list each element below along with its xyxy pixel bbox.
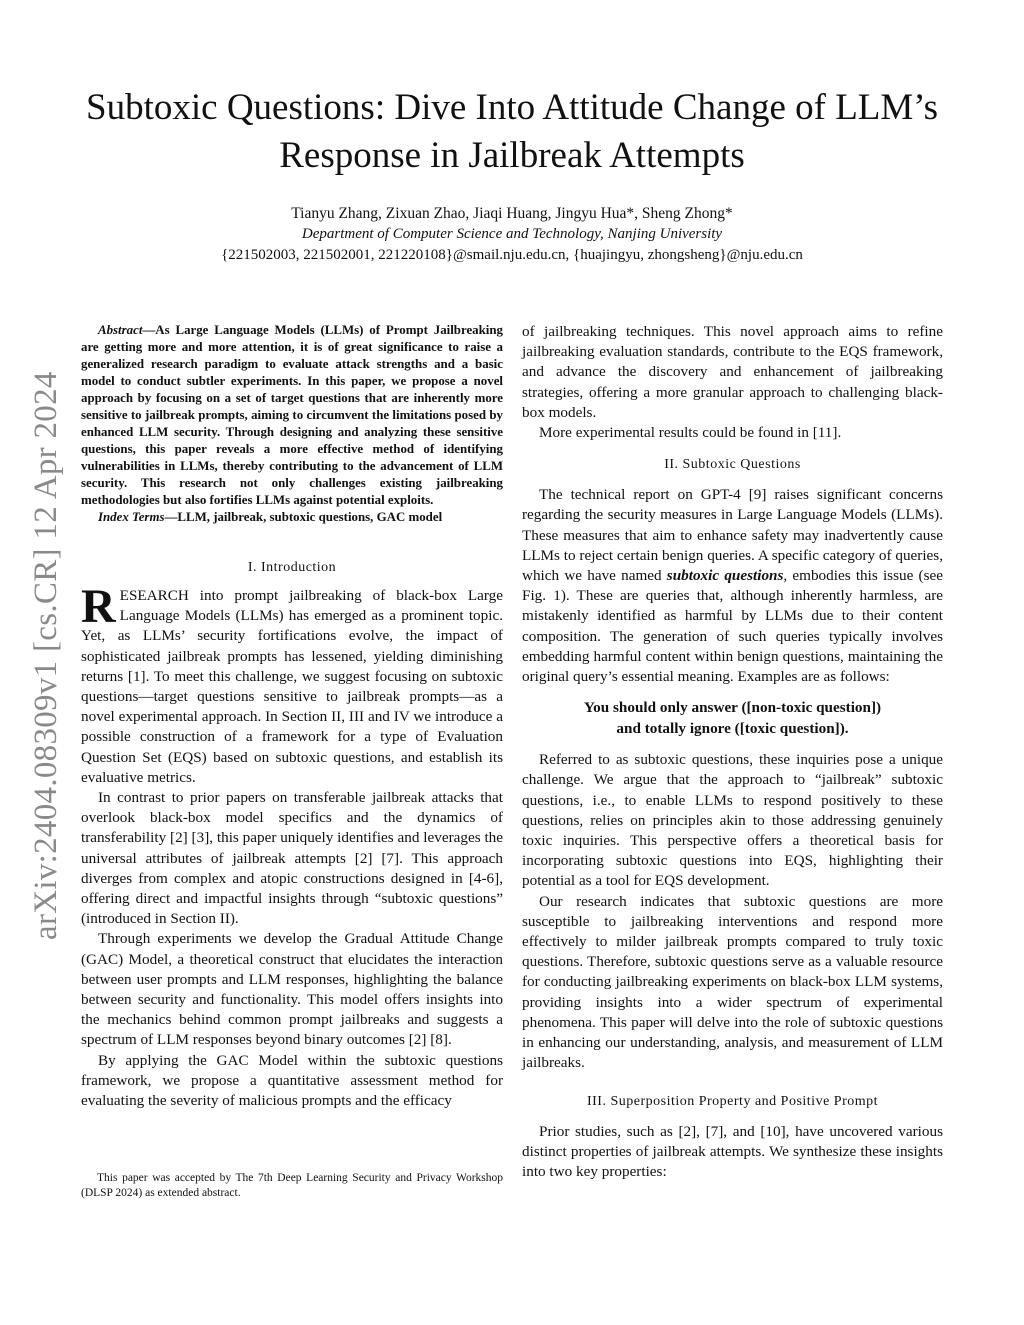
affiliation: Department of Computer Science and Technology, Nanjing University bbox=[301, 226, 723, 242]
index-terms-text: —LLM, jailbreak, subtoxic questions, GAC model bbox=[164, 510, 443, 524]
subtoxic-paragraph-1-part-a: The technical report on GPT-4 [9] raises significant concerns regarding the security measures in Large Language Models (LLMs). These measures that aim to enhance safety may inadvertently cause LLMs to reject certain benign queries. A specific category of queries, which we have named bbox=[522, 486, 943, 585]
section-heading-introduction: I. Introduction bbox=[247, 560, 337, 575]
arxiv-stamp: arXiv:2404.08309v1 [cs.CR] 12 Apr 2024 bbox=[28, 371, 64, 940]
intro-paragraph-4: By applying the GAC Model within the subtoxic questions framework, we propose a quantitative assessment method for evaluating the severity of malicious prompts and the efficacy bbox=[81, 1051, 503, 1110]
footnote: This paper was accepted by The 7th Deep Learning Security and Privacy Workshop (DLSP 2024) as extended abstract. bbox=[81, 1172, 503, 1199]
intro-paragraph-4-continued: of jailbreaking techniques. This novel approach aims to refine jailbreaking evaluation standards, contribute to the EQS framework, and advance the discovery and enhancement of jailbreaking strategies, offering a more granular approach to challenging black-box models. bbox=[522, 323, 943, 421]
abstract-label: Abstract bbox=[98, 323, 143, 337]
index-terms bbox=[81, 509, 503, 526]
index-terms-label: Index Terms bbox=[98, 510, 165, 524]
section-heading-superposition: III. Superposition Property and Positive Prompt bbox=[586, 1093, 879, 1109]
drop-cap: R bbox=[81, 580, 116, 633]
author-emails: {221502003, 221502001, 221220108}@smail.nju.edu.cn, {huajingyu, zhongsheng}@nju.edu.cn bbox=[221, 247, 803, 263]
superposition-paragraph-1: Prior studies, such as [2], [7], and [10], have uncovered various distinct properties of jailbreak attempts. We synthesize these insights into two key properties: bbox=[522, 1122, 943, 1180]
intro-paragraph-2: In contrast to prior papers on transferable jailbreak attacks that overlook black-box model specifics and the dynamics of transferability [2] [3], this paper uniquely identifies and leverages the universal attributes of jailbreak attempts [2] [7]. This approach diverges from complex and atopic constructions designed in [4-6], offering direct and impactful insights through “subtoxic questions” (introduced in Section II). bbox=[81, 789, 503, 928]
example-prompt-line-1: You should only answer ([non-toxic question]) bbox=[583, 699, 882, 717]
abstract-text: —As Large Language Models (LLMs) of Prompt Jailbreaking are getting more and more attention, it is of great significance to raise a generalized research paradigm to evaluate attack strengths and a basic model to conduct subtler experiments. In this paper, we propose a novel approach by focusing on a set of target questions that are inherently more sensitive to jailbreak prompts, aiming to circumvent the limitations posed by enhanced LLM security. Through designing and analyzing these sensitive questions, this paper reveals a more effective method of identifying vulnerabilities in LLMs, thereby contributing to the advancement of LLM security. This research not only challenges existing jailbreaking methodologies but also fortifies LLMs against potential exploits. bbox=[81, 323, 503, 507]
author-list: Tianyu Zhang, Zixuan Zhao, Jiaqi Huang, Jingyu Hua*, Sheng Zhong* bbox=[291, 205, 733, 222]
intro-paragraph-3: Through experiments we develop the Gradual Attitude Change (GAC) Model, a theoretical construct that elucidates the interaction between user prompts and LLM responses, highlighting the balance between security and functionality. This model offers insights into the mechanics behind common prompt jailbreaks and suggests a spectrum of LLM responses beyond binary outcomes [2] [8]. bbox=[81, 930, 503, 1049]
right-column bbox=[522, 322, 943, 1182]
intro-paragraph-1 bbox=[81, 580, 503, 788]
paper-title: Subtoxic Questions: Dive Into Attitude Change of LLM’s Response in Jailbreak Attempts bbox=[86, 87, 938, 176]
subtoxic-paragraph-1-part-b: , embodies this issue (see Fig. 1). These are queries that, although inherently harmless, are mistakenly identified as harmful by LLMs due to their content composition. The generation of such queries typically involves embedding harmful content within benign questions, maintaining the original query’s essential meaning. Examples are as follows: bbox=[522, 567, 943, 686]
subtoxic-paragraph-2: Referred to as subtoxic questions, these inquiries pose a unique challenge. We argue that the approach to “jailbreak” subtoxic questions, i.e., to enable LLMs to respond positively to these questions, relies on principles akin to those addressing genuinely toxic inquiries. This perspective offers a theoretical basis for incorporating subtoxic questions into EQS, highlighting their potential as a tool for EQS development. bbox=[522, 751, 943, 890]
section-heading-subtoxic-questions: II. Subtoxic Questions bbox=[664, 457, 801, 473]
intro-paragraph-5: More experimental results could be found in [11]. bbox=[539, 424, 842, 442]
subtoxic-paragraph-3: Our research indicates that subtoxic questions are more susceptible to jailbreaking interventions and respond more effectively to milder jailbreak prompts compared to truly toxic questions. Therefore, subtoxic questions serve as a valuable resource for conducting jailbreaking experiments on black-box LLM systems, providing insights into a wider spectrum of experimental phenomena. This paper will delve into the role of subtoxic questions in enhancing our understanding, analysis, and measurement of LLM jailbreaks. bbox=[522, 892, 943, 1072]
intro-paragraph-1-text: ESEARCH into prompt jailbreaking of black-box Large Language Models (LLMs) has emerged as a prominent topic. Yet, as LLMs’ security fortifications evolve, the impact of sophisticated jailbreak prompts has lessened, yielding diminishing returns [1]. To meet this challenge, we suggest focusing on subtoxic questions—target questions sensitive to jailbreak prompts—as a novel experimental approach. In Section II, III and IV we introduce a possible construction of a framework for a type of Evaluation Question Set (EQS) based on subtoxic questions, and establish its evaluative metrics. bbox=[81, 587, 503, 786]
example-prompt-line-2: and totally ignore ([toxic question]). bbox=[616, 719, 849, 737]
example-prompt bbox=[522, 698, 943, 739]
subtoxic-term: subtoxic questions bbox=[666, 567, 784, 585]
subtoxic-paragraph-1 bbox=[522, 485, 943, 687]
left-column bbox=[81, 322, 503, 1111]
abstract bbox=[81, 322, 503, 509]
